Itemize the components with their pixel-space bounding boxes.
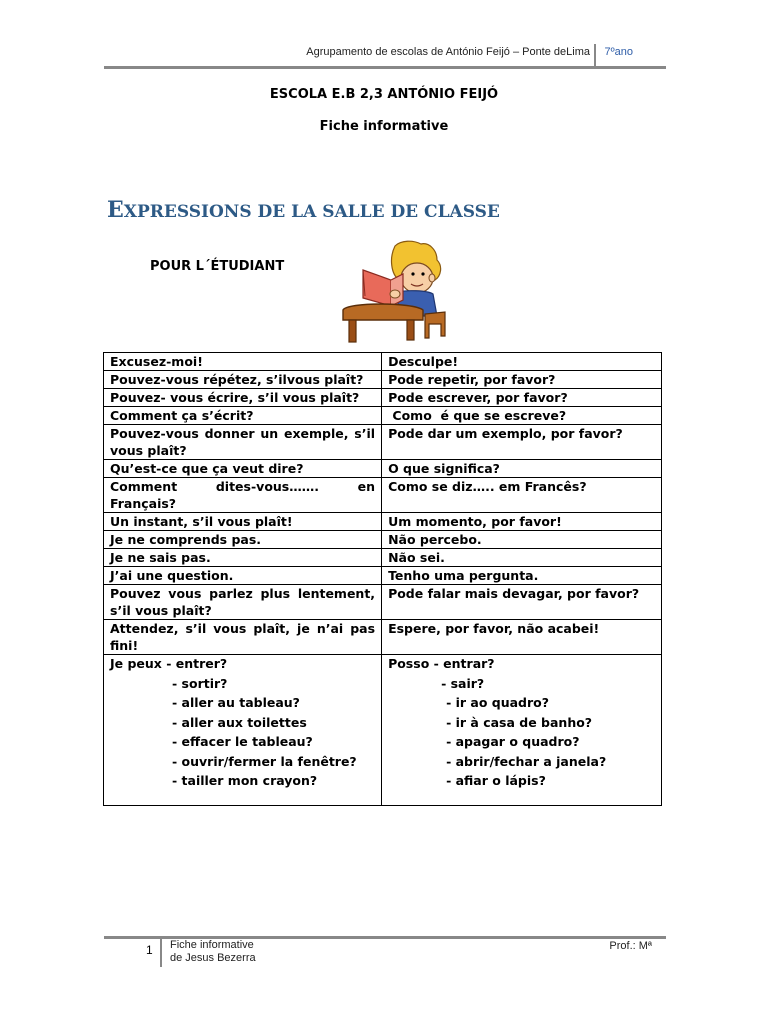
french-expression: Qu’est-ce que ça veut dire? <box>104 460 382 478</box>
header-rule <box>104 66 666 69</box>
portuguese-translation: Pode repetir, por favor? <box>382 371 662 389</box>
french-expression: Pouvez- vous écrire, s’il vous plaît? <box>104 389 382 407</box>
portuguese-translation: Não sei. <box>382 549 662 567</box>
portuguese-option: - afiar o lápis? <box>446 773 546 788</box>
school-name: ESCOLA E.B 2,3 ANTÓNIO FEIJÓ <box>269 87 499 102</box>
portuguese-translation: Espere, por favor, não acabei! <box>382 620 662 655</box>
header-divider <box>594 44 596 68</box>
portuguese-translation: Desculpe! <box>382 353 662 371</box>
header-grade: 7ºano <box>604 46 633 58</box>
french-expression: Pouvez vous parlez plus lentement, s’il vous plaît? <box>104 585 382 620</box>
table-row-je-peux <box>104 655 662 806</box>
french-option: - tailler mon crayon? <box>172 773 318 788</box>
portuguese-translation: Como é que se escreve? <box>382 407 662 425</box>
french-option: - aller aux toilettes <box>172 714 307 730</box>
french-options-cell <box>104 655 382 806</box>
student-reading-at-desk-icon <box>333 240 453 345</box>
french-expression: Comment ça s’écrit? <box>104 407 382 425</box>
portuguese-option: - ir à casa de banho? <box>446 714 593 730</box>
portuguese-translation: Pode dar um exemplo, por favor? <box>382 425 662 460</box>
footer-divider <box>160 939 162 967</box>
section-subtitle: POUR L´ÉTUDIANT <box>150 259 285 274</box>
portuguese-translation: Pode falar mais devagar, por favor? <box>382 585 662 620</box>
portuguese-option: - ir ao quadro? <box>446 695 550 710</box>
table-row <box>104 531 662 549</box>
portuguese-options-cell <box>382 655 662 806</box>
table-row <box>104 460 662 478</box>
table-row <box>104 353 662 371</box>
portuguese-option: - sair? <box>441 675 485 691</box>
footer-label <box>170 939 256 965</box>
header-text: Agrupamento de escolas de António Feijó – Ponte deLima <box>306 46 590 58</box>
title-rest: XPRESSIONS DE LA SALLE DE CLASSE <box>123 202 500 222</box>
page-number: 1 <box>146 943 153 957</box>
french-expression: Pouvez-vous donner un exemple, s’il vous plaît? <box>104 425 382 460</box>
table-row <box>104 371 662 389</box>
portuguese-option: Posso - entrar? <box>388 656 495 671</box>
portuguese-translation: Pode escrever, por favor? <box>382 389 662 407</box>
french-option: Je peux - entrer? <box>110 656 228 671</box>
page-footer <box>104 936 666 970</box>
table-row <box>104 389 662 407</box>
french-option: - effacer le tableau? <box>172 734 313 749</box>
page-header <box>104 44 666 66</box>
footer-label-line1: Fiche informative <box>170 939 254 951</box>
expressions-table <box>103 352 662 806</box>
french-option: - sortir? <box>172 675 228 691</box>
footer-teacher: Prof.: Mª <box>609 940 652 952</box>
french-expression: J’ai une question. <box>104 567 382 585</box>
portuguese-translation: Não percebo. <box>382 531 662 549</box>
table-row <box>104 513 662 531</box>
footer-label-line2: de Jesus Bezerra <box>170 952 256 964</box>
portuguese-option: - apagar o quadro? <box>446 734 580 749</box>
table-row <box>104 620 662 655</box>
table-row <box>104 585 662 620</box>
portuguese-translation: Como se diz….. em Francês? <box>382 478 662 513</box>
table-row <box>104 567 662 585</box>
french-expression: Comment dites-vous……. en Français? <box>104 478 382 513</box>
title-first-letter: E <box>107 197 124 223</box>
table-row <box>104 407 662 425</box>
portuguese-translation: Um momento, por favor! <box>382 513 662 531</box>
french-option: - aller au tableau? <box>172 695 300 710</box>
document-type: Fiche informative <box>319 119 449 134</box>
portuguese-translation: O que significa? <box>382 460 662 478</box>
french-expression: Pouvez-vous répétez, s’ilvous plaît? <box>104 371 382 389</box>
french-expression: Un instant, s’il vous plaît! <box>104 513 382 531</box>
french-expression: Attendez, s’il vous plaît, je n’ai pas fini! <box>104 620 382 655</box>
table-row <box>104 425 662 460</box>
page-title <box>107 197 500 223</box>
french-expression: Je ne comprends pas. <box>104 531 382 549</box>
table-row <box>104 549 662 567</box>
portuguese-option: - abrir/fechar a janela? <box>446 753 607 769</box>
french-expression: Je ne sais pas. <box>104 549 382 567</box>
french-expression: Excusez-moi! <box>104 353 382 371</box>
french-option: - ouvrir/fermer la fenêtre? <box>172 753 357 769</box>
table-row <box>104 478 662 513</box>
portuguese-translation: Tenho uma pergunta. <box>382 567 662 585</box>
